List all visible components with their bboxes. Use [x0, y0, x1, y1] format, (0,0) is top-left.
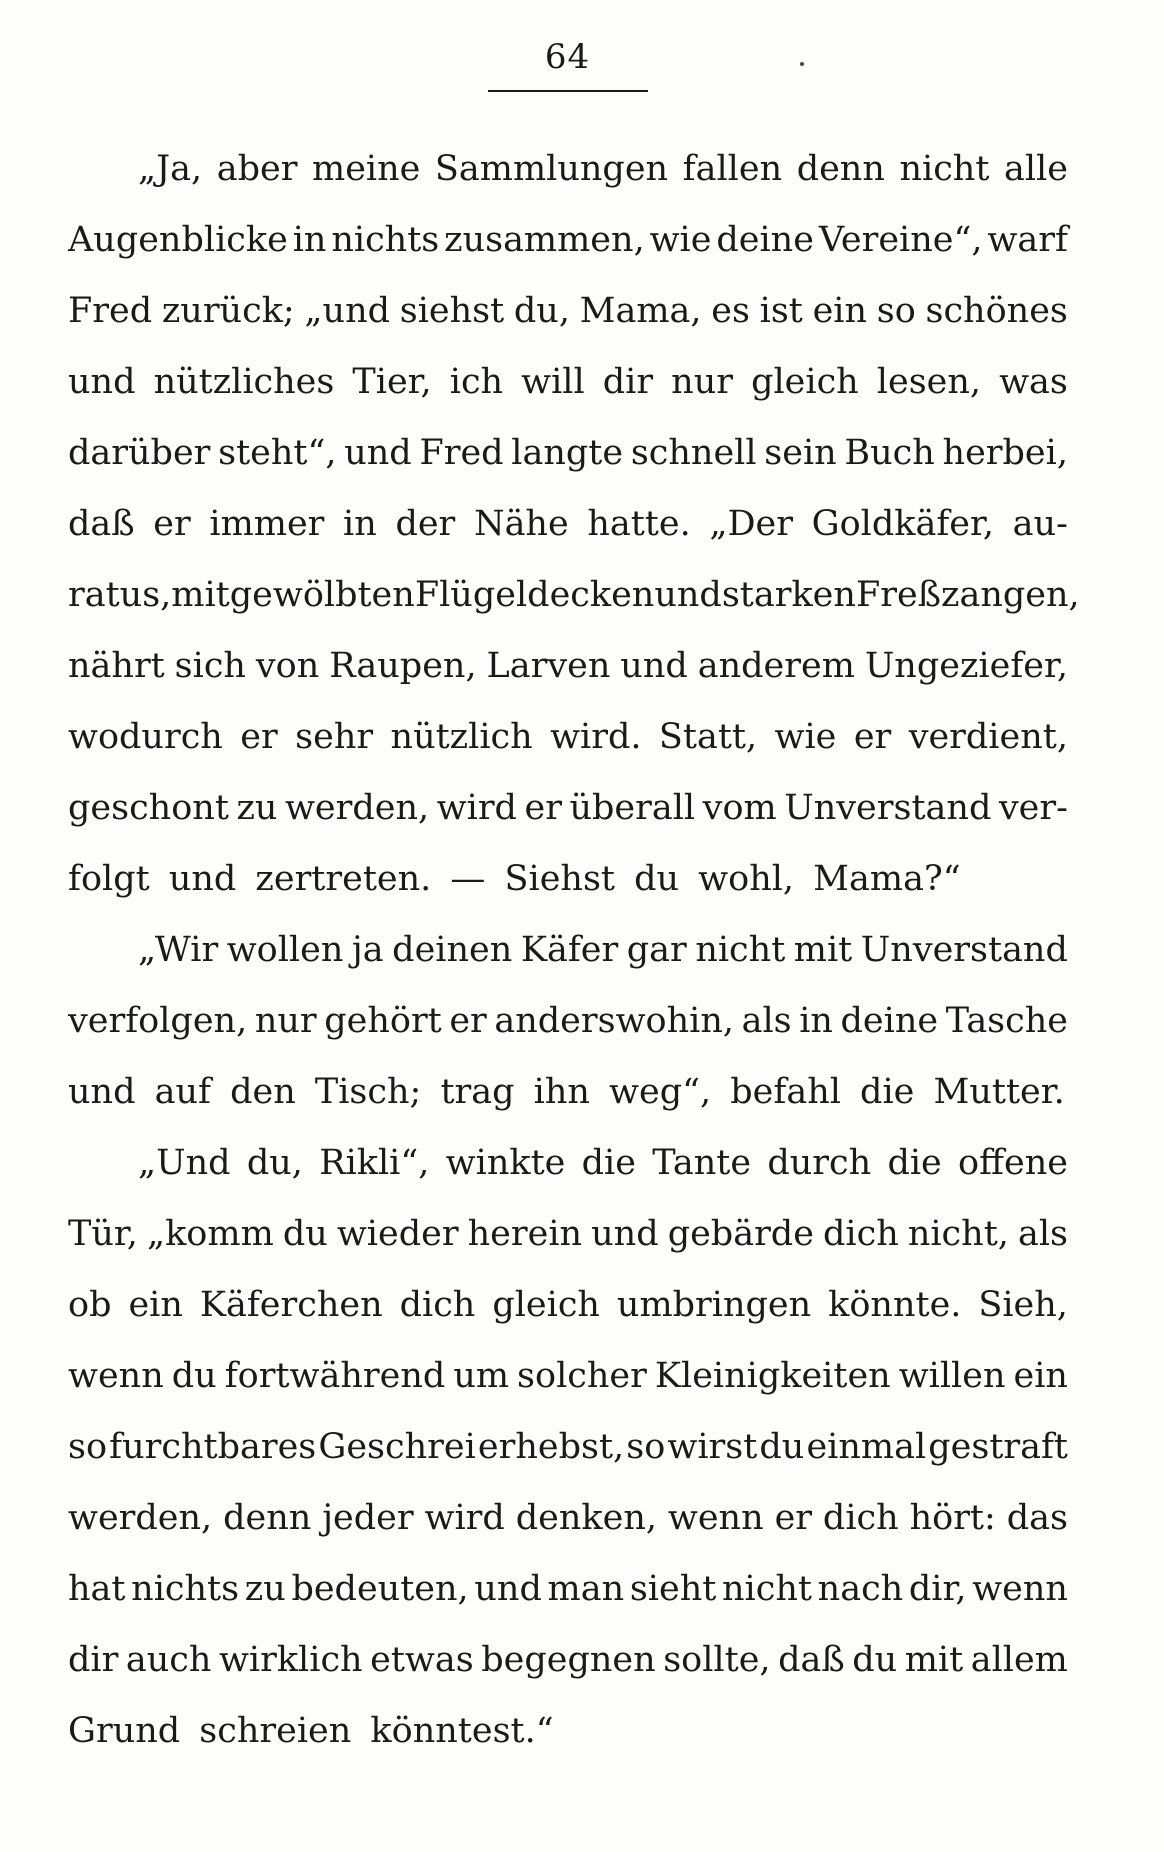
word: Fred: [419, 433, 504, 473]
word: mit: [793, 930, 853, 970]
word: mit: [171, 575, 230, 615]
word: nicht,: [907, 1214, 1009, 1254]
text-line: [68, 1199, 1068, 1270]
word: nicht: [695, 930, 786, 970]
text-line: [68, 1270, 1068, 1341]
word: wird: [424, 1498, 505, 1538]
text-line: [68, 205, 1068, 276]
word: zusammen,: [444, 220, 645, 260]
word: das: [1006, 1498, 1068, 1538]
word: sich: [174, 646, 246, 686]
word: nicht: [722, 1569, 812, 1609]
word: herbei,: [942, 433, 1068, 473]
word: au-: [1012, 504, 1068, 544]
word: denn: [223, 1498, 312, 1538]
word: deine: [840, 1001, 939, 1041]
word: um: [453, 1356, 510, 1396]
word: und: [591, 1214, 659, 1254]
word: er: [524, 788, 562, 828]
word: willen: [898, 1356, 1006, 1396]
word: wenn: [667, 1498, 764, 1538]
word: ein: [812, 291, 868, 331]
word: nichts: [331, 220, 440, 260]
word: in: [343, 504, 377, 544]
header-rule: [488, 90, 648, 92]
word: nur: [254, 1001, 317, 1041]
word: meine: [312, 149, 421, 189]
word: ein: [128, 1285, 183, 1325]
word: dich: [399, 1285, 476, 1325]
word: „komm: [146, 1214, 274, 1254]
word: zu: [244, 1569, 286, 1609]
word: und: [68, 362, 136, 402]
text-line: [68, 1554, 1068, 1625]
word: die: [581, 1143, 636, 1183]
word: Sammlungen: [434, 149, 669, 189]
word: ratus,: [68, 575, 172, 615]
word: starken: [721, 575, 856, 615]
word: so: [68, 1427, 108, 1467]
word: Käferchen: [199, 1285, 383, 1325]
word: aber: [216, 149, 298, 189]
word: steht“,: [218, 433, 337, 473]
word: wird.: [550, 717, 642, 757]
word: in: [292, 220, 327, 260]
word: ich: [449, 362, 504, 402]
text-line: [68, 986, 1068, 1057]
word: so: [626, 1427, 666, 1467]
word: Geschrei: [318, 1427, 476, 1467]
text-line: folgt und zertreten. — Siehst du wohl, Mama?“: [68, 859, 961, 899]
word: wie: [649, 220, 712, 260]
word: überall: [569, 788, 696, 828]
word: „Der: [709, 504, 793, 544]
word: sein: [764, 433, 837, 473]
word: fortwährend: [224, 1356, 446, 1396]
word: ver-: [998, 788, 1068, 828]
word: der: [395, 504, 456, 544]
word: wenn: [972, 1569, 1068, 1609]
word: nach: [817, 1569, 904, 1609]
word: könnte.: [828, 1285, 962, 1325]
word: und: [474, 1569, 542, 1609]
word: Mama,: [579, 291, 702, 331]
word: zurück;: [161, 291, 295, 331]
text-line: [68, 560, 1080, 631]
word: nicht: [899, 149, 990, 189]
word: sollte,: [663, 1640, 771, 1680]
word: als: [1017, 1214, 1068, 1254]
word: du: [759, 1427, 805, 1467]
word: gebärde: [667, 1214, 814, 1254]
word: schnell: [630, 433, 757, 473]
word: hat: [68, 1569, 126, 1609]
text-line: [68, 1625, 1068, 1696]
word: hört:: [909, 1498, 996, 1538]
text-line: [68, 1128, 1068, 1199]
word: gleich: [492, 1285, 600, 1325]
text-line: [68, 631, 1068, 702]
word: Augenblicke: [68, 220, 288, 260]
text-line: [68, 915, 1068, 986]
word: durch: [767, 1143, 872, 1183]
word: fallen: [682, 149, 783, 189]
word: siehst: [399, 291, 505, 331]
word: wenn: [68, 1356, 164, 1396]
word: werden,: [284, 788, 430, 828]
word: als: [741, 1001, 792, 1041]
word: dir,: [908, 1569, 967, 1609]
word: umbringen: [616, 1285, 812, 1325]
word: Statt,: [658, 717, 758, 757]
word: ja: [351, 930, 384, 970]
word: verfolgen,: [68, 1001, 248, 1041]
word: wie: [774, 717, 837, 757]
word: zu: [236, 788, 278, 828]
word: Tier,: [352, 362, 432, 402]
word: gehört: [324, 1001, 442, 1041]
text-line: [68, 773, 1068, 844]
word: nährt: [68, 646, 165, 686]
word: du,: [246, 1143, 303, 1183]
word: furchtbares: [109, 1427, 317, 1467]
word: will: [521, 362, 585, 402]
word: ein: [1013, 1356, 1068, 1396]
word: wieder: [336, 1214, 459, 1254]
word: „Und: [138, 1143, 231, 1183]
text-line: [68, 276, 1068, 347]
word: „Wir: [138, 930, 219, 970]
word: du: [171, 1356, 217, 1396]
word: dich: [823, 1214, 899, 1254]
print-speck: [800, 62, 804, 66]
text-line: [68, 347, 1068, 418]
text-line: [68, 489, 1068, 560]
word: einmal: [806, 1427, 927, 1467]
word: von: [255, 646, 320, 686]
word: solcher: [517, 1356, 647, 1396]
word: du: [852, 1640, 898, 1680]
word: verdient,: [908, 717, 1068, 757]
word: gleich: [751, 362, 859, 402]
word: wird: [436, 788, 517, 828]
word: etwas: [370, 1640, 474, 1680]
word: Unverstand: [784, 788, 992, 828]
word: deine: [716, 220, 814, 260]
word: anderem: [697, 646, 855, 686]
word: nützliches: [153, 362, 335, 402]
page-number: 64: [544, 37, 591, 77]
word: was: [999, 362, 1068, 402]
word: Freßzangen,: [855, 575, 1080, 615]
word: langte: [511, 433, 624, 473]
word: denn: [796, 149, 885, 189]
word: Raupen,: [329, 646, 477, 686]
word: jeder: [322, 1498, 414, 1538]
word: sehr: [295, 717, 374, 757]
word: daß: [778, 1640, 845, 1680]
word: allem: [970, 1640, 1068, 1680]
word: nur: [671, 362, 733, 402]
word: gestraft: [928, 1427, 1068, 1467]
word: erhebst,: [477, 1427, 625, 1467]
word: schönes: [925, 291, 1068, 331]
text-line: Grund schreien könntest.“: [68, 1711, 554, 1751]
word: bedeuten,: [291, 1569, 469, 1609]
text-line: [68, 1341, 1068, 1412]
word: Vereine“,: [818, 220, 983, 260]
word: vom: [702, 788, 777, 828]
word: winkte: [445, 1143, 566, 1183]
word: deinen: [392, 930, 513, 970]
text-line: [68, 134, 1068, 205]
word: geschont: [68, 788, 229, 828]
word: alle: [1003, 149, 1068, 189]
word: er: [853, 717, 892, 757]
text-line: [68, 702, 1068, 773]
word: die: [887, 1143, 942, 1183]
word: Tasche: [945, 1001, 1068, 1041]
word: er: [240, 717, 278, 757]
word: Nähe: [473, 504, 569, 544]
word: Flügeldecken: [414, 575, 655, 615]
word: hatte.: [587, 504, 691, 544]
word: Ungeziefer,: [864, 646, 1068, 686]
word: wirst: [667, 1427, 758, 1467]
word: Rikli“,: [319, 1143, 430, 1183]
word: dir: [602, 362, 654, 402]
word: wollen: [226, 930, 344, 970]
word: gar: [626, 930, 687, 970]
word: warf: [987, 220, 1068, 260]
word: „und: [304, 291, 391, 331]
word: Buch: [844, 433, 935, 473]
word: immer: [209, 504, 325, 544]
word: mit: [904, 1640, 964, 1680]
word: du,: [513, 291, 570, 331]
word: gewölbten: [229, 575, 415, 615]
text-line: und auf den Tisch; trag ihn weg“, befahl die Mutter.: [68, 1072, 1065, 1112]
word: in: [799, 1001, 833, 1041]
word: man: [547, 1569, 625, 1609]
word: wirklich: [218, 1640, 363, 1680]
text-line: [68, 1483, 1068, 1554]
word: es: [711, 291, 750, 331]
word: ob: [68, 1285, 112, 1325]
word: auch: [125, 1640, 212, 1680]
word: Käfer: [520, 930, 619, 970]
word: lesen,: [876, 362, 982, 402]
word: Tante: [652, 1143, 752, 1183]
word: sieht: [629, 1569, 717, 1609]
word: Larven: [486, 646, 611, 686]
word: darüber: [68, 433, 211, 473]
word: und: [344, 433, 412, 473]
text-line: [68, 418, 1068, 489]
word: Fred: [68, 291, 153, 331]
word: ist: [759, 291, 803, 331]
word: und: [654, 575, 722, 615]
word: „Ja,: [138, 149, 203, 189]
word: und: [620, 646, 688, 686]
word: anderswohin,: [494, 1001, 735, 1041]
text-line: [68, 1412, 1068, 1483]
word: du: [282, 1214, 328, 1254]
word: dich: [822, 1498, 899, 1538]
word: herein: [467, 1214, 583, 1254]
word: wodurch: [68, 717, 223, 757]
body-text: [68, 134, 1080, 1767]
word: er: [153, 504, 191, 544]
word: Kleinigkeiten: [654, 1356, 891, 1396]
word: nichts: [131, 1569, 240, 1609]
word: so: [876, 291, 916, 331]
word: begegnen: [481, 1640, 656, 1680]
word: Unverstand: [860, 930, 1068, 970]
word: offene: [958, 1143, 1068, 1183]
word: denken,: [515, 1498, 657, 1538]
word: Tür,: [68, 1214, 138, 1254]
word: er: [774, 1498, 813, 1538]
word: werden,: [68, 1498, 213, 1538]
word: Sieh,: [978, 1285, 1068, 1325]
word: er: [449, 1001, 487, 1041]
word: nützlich: [390, 717, 533, 757]
word: Goldkäfer,: [811, 504, 995, 544]
word: dir: [68, 1640, 119, 1680]
word: daß: [68, 504, 135, 544]
